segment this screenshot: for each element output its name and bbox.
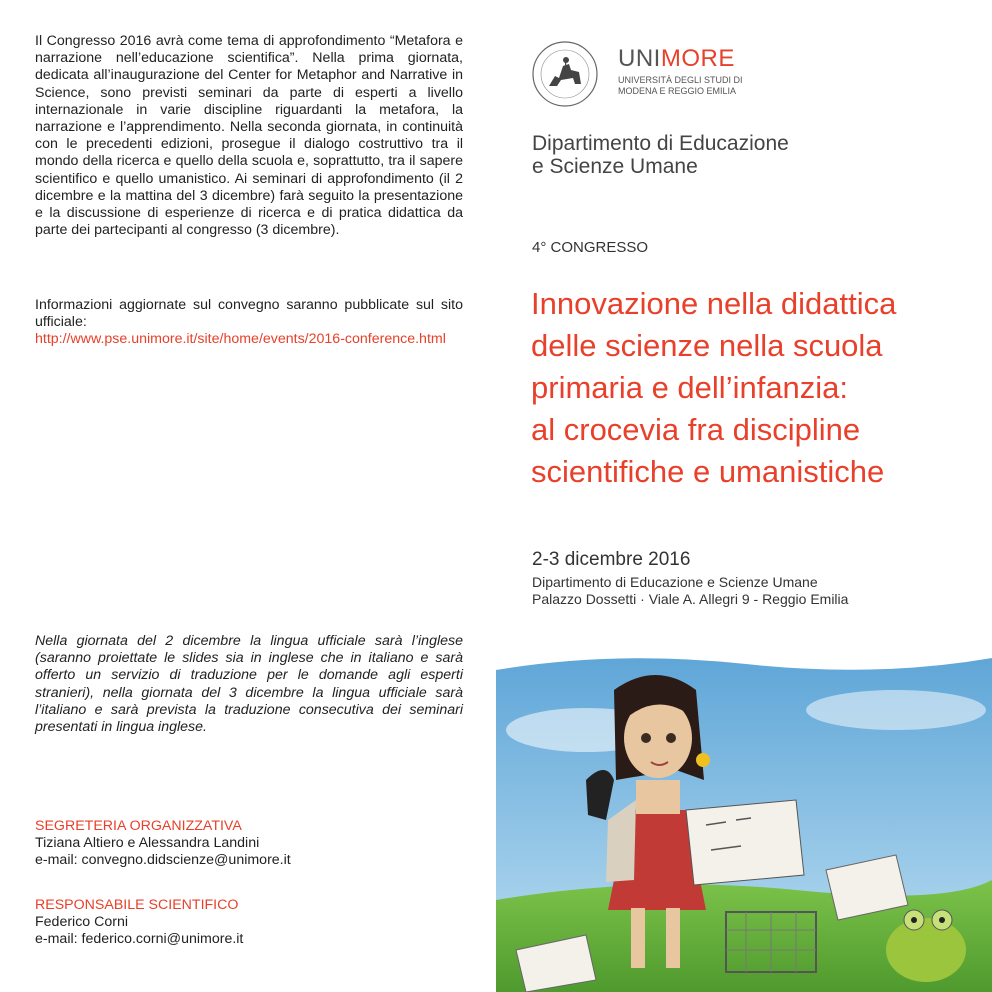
title-line: delle scienze nella scuola	[531, 328, 883, 363]
title-line: Innovazione nella didattica	[531, 286, 897, 321]
scientific-email[interactable]: e-mail: federico.corni@unimore.it	[35, 931, 244, 948]
university-seal-icon	[525, 40, 609, 110]
department-name: Dipartimento di Educazione e Scienze Umane	[532, 132, 789, 178]
scientific-title: RESPONSABILE SCIENTIFICO	[35, 897, 239, 913]
unimore-logo	[525, 40, 825, 108]
secretariat-names: Tiziana Altiero e Alessandra Landini	[35, 835, 260, 852]
title-line: scientifiche e umanistiche	[531, 454, 885, 489]
congress-title	[531, 283, 971, 493]
child-illustration	[496, 650, 992, 992]
unimore-wordmark: UNIMORE	[618, 45, 735, 72]
intro-paragraph: Il Congresso 2016 avrà come tema di approfondimento “Metafora e narrazione nell’educazione scientifica”. Nella prima giornata, dedicata all’inaugurazione del Center for Metaphor and Narrative in Science, sono previsti seminari da parte di esperti a livello internazionale in varie discipline riguardanti la metafora, la narrazione e l’apprendimento. Nella seconda giornata, in continuità con le precedenti edizioni, prosegue il dialogo costruttivo tra il mondo della ricerca e quello della scuola e, soprattutto, tra il sapere scientifico e quello umanistico. Ai seminari di approfondimento (il 2 dicembre e la mattina del 3 dicembre) farà seguito la presentazione e la discussione di esperienze di ricerca e di pratica didattica da parte dei partecipanti al congresso (3 dicembre).	[35, 33, 463, 239]
secretariat-block	[35, 818, 463, 870]
scientific-name: Federico Corni	[35, 914, 129, 931]
title-line: primaria e dell’infanzia:	[531, 370, 849, 405]
title-line: al crocevia fra discipline	[531, 412, 861, 447]
secretariat-email[interactable]: e-mail: convegno.didscienze@unimore.it	[35, 852, 291, 869]
info-text: Informazioni aggiornate sul convegno saranno pubblicate sul sito ufficiale:	[35, 297, 463, 331]
scientific-block	[35, 897, 463, 949]
university-name: UNIVERSITÀ DEGLI STUDI DI MODENA E REGGIO EMILIA	[618, 75, 743, 96]
event-date: 2-3 dicembre 2016	[532, 549, 691, 570]
event-venue: Dipartimento di Educazione e Scienze Umane Palazzo Dossetti · Viale A. Allegri 9 - Reggio Emilia	[532, 574, 849, 607]
congress-label: 4° CONGRESSO	[532, 239, 649, 256]
secretariat-title: SEGRETERIA ORGANIZZATIVA	[35, 818, 242, 834]
info-block	[35, 297, 463, 349]
language-note: Nella giornata del 2 dicembre la lingua ufficiale sarà l’inglese (saranno proiettate le slides sia in inglese che in italiano e sarà offerto un servizio di traduzione per le domande agli esperti stranieri), nella giornata del 3 dicembre la lingua ufficiale sarà l’italiano e sarà prevista la traduzione consecutiva dei seminari presentati in lingua inglese.	[35, 633, 463, 736]
conference-link[interactable]: http://www.pse.unimore.it/site/home/events/2016-conference.html	[35, 331, 446, 348]
